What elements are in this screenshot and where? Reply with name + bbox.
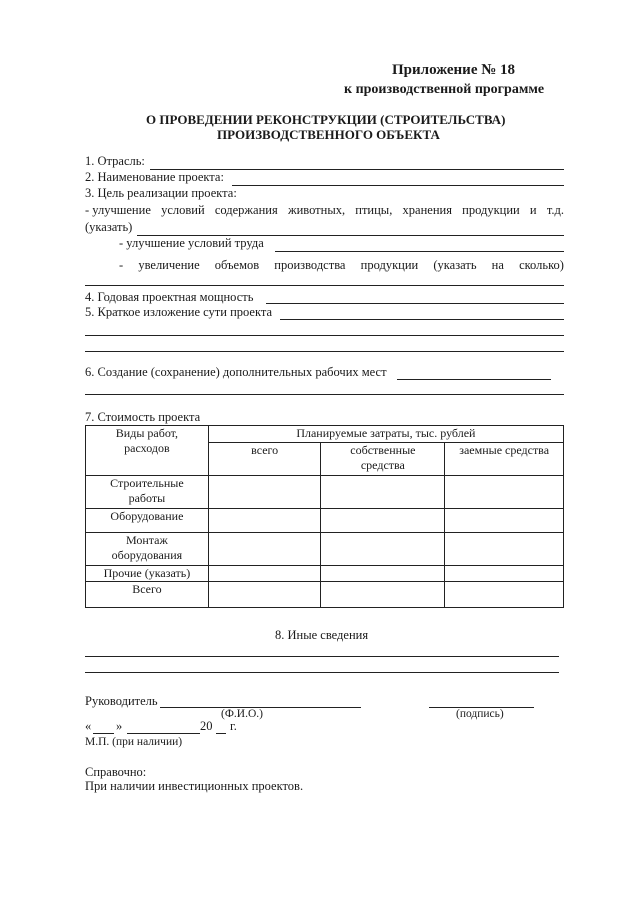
goal-item-animals-word: т.д.: [546, 203, 564, 217]
table-header-borrowed: заемные средства: [445, 443, 564, 476]
goal-item-volume: [119, 258, 564, 273]
table-row: [86, 509, 564, 533]
goal-item-animals-word: - улучшение: [85, 203, 151, 217]
table-cell[interactable]: [321, 509, 445, 533]
date-year-field-line[interactable]: [216, 733, 226, 734]
jobs-field-line[interactable]: [397, 379, 551, 380]
table-row: [86, 533, 564, 566]
note-text: При наличии инвестиционных проектов.: [85, 779, 304, 793]
appendix-subtitle: к производственной программе: [344, 82, 545, 97]
capacity-field-line[interactable]: [266, 303, 564, 304]
table-row-label: Оборудование: [86, 509, 209, 533]
other-info-field-line-2[interactable]: [85, 672, 559, 673]
table-cell[interactable]: [208, 476, 321, 509]
note-label: Справочно:: [85, 765, 147, 779]
goal-item-volume-word: -: [119, 258, 124, 272]
goal-item-animals-word: продукции: [462, 203, 520, 217]
table-cell[interactable]: [321, 476, 445, 509]
goal-item-volume-word: на: [491, 258, 504, 272]
goal-label: 3. Цель реализации проекта:: [85, 186, 237, 200]
table-cell[interactable]: [445, 566, 564, 582]
table-cell[interactable]: [321, 533, 445, 566]
summary-field-line-1[interactable]: [280, 319, 564, 320]
table-header-works: [86, 426, 209, 476]
table-row-label: Всего: [86, 582, 209, 608]
table-header-works-line2: расходов: [124, 441, 170, 455]
table-cell[interactable]: [445, 533, 564, 566]
goal-item-animals-word: и: [529, 203, 537, 217]
head-label: Руководитель: [85, 694, 158, 708]
table-row: [86, 476, 564, 509]
fio-caption: (Ф.И.О.): [221, 708, 263, 720]
table-header-own-line2: средства: [360, 458, 405, 472]
industry-label: 1. Отрасль:: [85, 154, 145, 168]
table-header-own-line1: собственные: [350, 443, 416, 457]
goal-item-animals-word: животных,: [287, 203, 346, 217]
document-title-line2: ПРОИЗВОДСТВЕННОГО ОБЪЕКТА: [217, 127, 440, 142]
row-install-line2: оборудования: [111, 548, 183, 562]
table-cell[interactable]: [445, 509, 564, 533]
table-row-label: Прочие (указать): [86, 566, 209, 582]
row-construction-line1: Строительные: [110, 476, 184, 490]
table-cell[interactable]: [321, 566, 445, 582]
date-day-field-line[interactable]: [93, 733, 114, 734]
table-cell[interactable]: [208, 566, 321, 582]
stamp-note: М.П. (при наличии): [85, 736, 183, 748]
jobs-label: 6. Создание (сохранение) дополнительных рабочих мест: [85, 365, 387, 379]
goal-item-volume-word: увеличение: [138, 258, 200, 272]
table-header-own: [321, 443, 445, 476]
goal-item-animals-word: условий: [161, 203, 205, 217]
table-row-label: [86, 476, 209, 509]
goal-item-animals-word: хранения: [402, 203, 452, 217]
date-month-field-line[interactable]: [127, 733, 200, 734]
table-cell[interactable]: [208, 509, 321, 533]
summary-field-line-2[interactable]: [85, 335, 564, 336]
table-header-planned: Планируемые затраты, тыс. рублей: [208, 426, 563, 443]
goal-item-volume-word: продукции: [360, 258, 419, 272]
date-year-prefix: 20: [200, 719, 213, 733]
table-cell[interactable]: [321, 582, 445, 608]
table-row: [86, 566, 564, 582]
goal-item-volume-word: сколько): [519, 258, 564, 272]
table-cell[interactable]: [208, 582, 321, 608]
summary-label: 5. Краткое изложение сути проекта: [85, 305, 273, 319]
appendix-number: Приложение № 18: [392, 62, 516, 78]
project-name-label: 2. Наименование проекта:: [85, 170, 224, 184]
date-open-quote: «: [85, 719, 92, 733]
date-year-suffix: г.: [230, 719, 237, 733]
table-cell[interactable]: [445, 476, 564, 509]
project-name-field-line[interactable]: [232, 185, 564, 186]
other-info-label: 8. Иные сведения: [275, 628, 369, 642]
other-info-field-line-1[interactable]: [85, 656, 559, 657]
cost-table: [85, 425, 564, 608]
goal-item-volume-word: производства: [274, 258, 346, 272]
jobs-field-line-2[interactable]: [85, 394, 564, 395]
goal-item-volume-word: объемов: [214, 258, 260, 272]
summary-field-line-3[interactable]: [85, 351, 564, 352]
goal-item-volume-word: (указать: [433, 258, 477, 272]
table-row-label: [86, 533, 209, 566]
goal-item-volume-field-line[interactable]: [85, 285, 564, 286]
capacity-label: 4. Годовая проектная мощность: [85, 290, 254, 304]
row-install-line1: Монтаж: [126, 533, 168, 547]
table-header-works-line1: Виды работ,: [115, 426, 179, 440]
goal-item-animals-specify: (указать): [85, 220, 133, 234]
signature-caption: (подпись): [456, 708, 504, 720]
goal-item-labor: - улучшение условий труда: [119, 236, 264, 250]
goal-item-labor-field-line[interactable]: [275, 251, 564, 252]
goal-item-animals-word: птицы,: [355, 203, 393, 217]
document-title-line1: О ПРОВЕДЕНИИ РЕКОНСТРУКЦИИ (СТРОИТЕЛЬСТВА): [146, 112, 506, 127]
date-close-quote: »: [116, 719, 123, 733]
table-cell[interactable]: [208, 533, 321, 566]
table-header-total: всего: [208, 443, 321, 476]
row-construction-line2: работы: [128, 491, 166, 505]
goal-item-animals: [85, 203, 564, 218]
table-row: [86, 582, 564, 608]
cost-label: 7. Стоимость проекта: [85, 410, 201, 424]
goal-item-animals-word: содержания: [214, 203, 278, 217]
table-cell[interactable]: [445, 582, 564, 608]
